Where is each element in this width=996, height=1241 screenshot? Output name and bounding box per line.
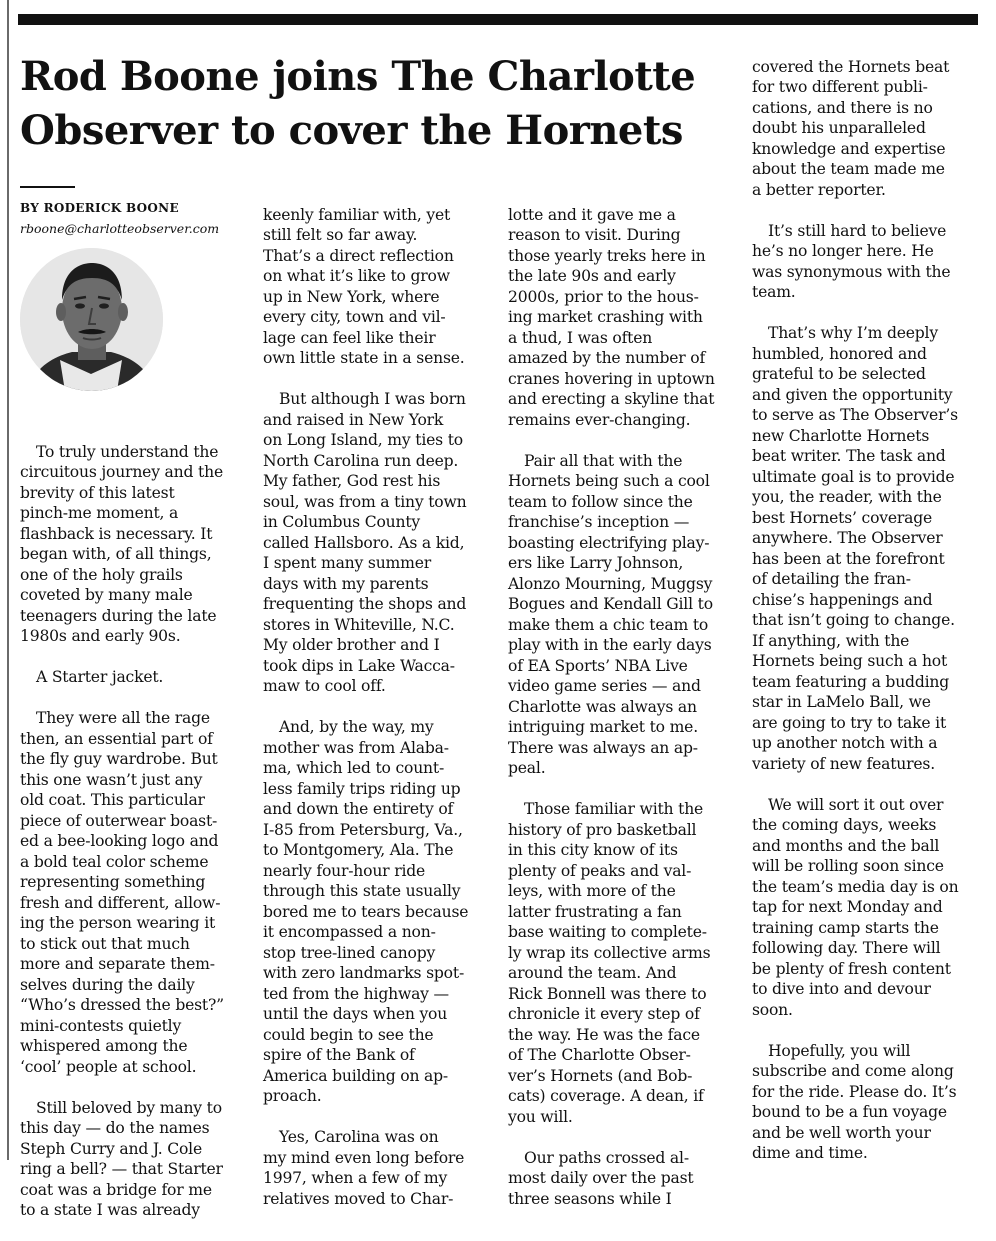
paragraph: lotte and it gave me a reason to visit. During those yearly treks here in the late 90s and early 2000s, prior to the hous- ing market crashing with a thud, I was often amazed by the number of cranes hovering in uptown and erecting a skyline that remains ever-changing. bbox=[508, 205, 715, 429]
paragraph: keenly familiar with, yet still felt so far away. That’s a direct reflection on what it’s like to grow up in New York, where every city, town and vil- lage can feel like their own little state in a sense. bbox=[263, 205, 465, 367]
paragraph: To truly understand the circuitous journey and the brevity of this latest pinch-me moment, a flashback is necessary. It began with, of all things, one of the holy grails coveted by many male teenagers during the late 1980s and early 90s. bbox=[20, 442, 223, 645]
paragraph: It’s still hard to believe he’s no longer here. He was synonymous with the team. bbox=[752, 221, 951, 301]
byline-rule bbox=[20, 186, 75, 188]
paragraph: That’s why I’m deeply humbled, honored and grateful to be selected and given the opportunity to serve as The Observer’s new Charlotte Hornets beat writer. The task and ultimate goal is to provide you, the reader, with the best Hornets’ coverage anywhere. The Observer has been at the forefront of detailing the fran- chise’s happenings and that isn’t going to change. If anything, with the Hornets being such a hot team featuring a budding star in LaMelo Ball, we are going to try to take it up another notch with a variety of new features. bbox=[752, 324, 958, 773]
author-email: rboone@charlotteobserver.com bbox=[20, 221, 220, 236]
top-bar bbox=[18, 14, 978, 25]
paragraph: Our paths crossed al- most daily over the past three seasons while I bbox=[508, 1148, 694, 1208]
paragraph: Still beloved by many to this day — do the names Steph Curry and J. Cole ring a bell? — that Starter coat was a bridge for me to a state I was already bbox=[20, 1098, 223, 1219]
paragraph: But although I was born and raised in New York on Long Island, my ties to North Carolina run deep. My father, God rest his soul, was from a tiny town in Columbus County called Hallsboro. As a kid, I spent many summer days with my parents frequenting the shops and stores in Whiteville, N.C. My older brother and I took dips in Lake Wacca- maw to cool off. bbox=[263, 390, 467, 695]
author-portrait-image bbox=[20, 248, 163, 391]
article-column-2 bbox=[263, 184, 498, 1230]
paragraph: And, by the way, my mother was from Alaba- ma, which led to count- less family trips riding up and down the entirety of I-85 from Petersburg, Va., to Montgomery, Ala. The nearly four-hour ride through this state usually bored me to tears because it encompassed a non- stop tree-lined canopy with zero landmarks spot- ted from the highway — until the days when you could begin to see the spire of the Bank of America building on ap- proach. bbox=[263, 718, 469, 1105]
paragraph: They were all the rage then, an essential part of the fly guy wardrobe. But this one wasn’t just any old coat. This particular piece of outerwear boast- ed a bee-looking logo and a bold teal color scheme representing something fresh and different, allow- ing the person wearing it to stick out that much more and separate them- selves during the daily “Who’s dressed the best?” mini-contests quietly whispered among the ‘cool’ people at school. bbox=[20, 709, 224, 1076]
paragraph: Yes, Carolina was on my mind even long before 1997, when a few of my relatives moved to Char- bbox=[263, 1128, 465, 1208]
paragraph: covered the Hornets beat for two different publi- cations, and there is no doubt his unparalleled knowledge and expertise about the team made me a better reporter. bbox=[752, 57, 950, 199]
author-photo bbox=[20, 248, 163, 391]
headline: Rod Boone joins The Charlotte Observer to cover the Hornets bbox=[20, 53, 696, 154]
article-column-3 bbox=[508, 184, 738, 1230]
paragraph: Hopefully, you will subscribe and come along for the ride. Please do. It’s bound to be a fun voyage and be well worth your dime and time. bbox=[752, 1041, 957, 1162]
byline: BY RODERICK BOONE bbox=[20, 201, 179, 215]
paragraph: We will sort it out over the coming days, weeks and months and the ball will be rolling soon since the team’s media day is on tap for next Monday and training camp starts the following day. There will be plenty of fresh content to dive into and devour soon. bbox=[752, 795, 959, 1019]
paragraph: Those familiar with the history of pro basketball in this city know of its plenty of peaks and val- leys, with more of the latter frustrating a fan base waiting to complete- ly wrap its collective arms around the team. And Rick Bonnell was there to chronicle it every step of the way. He was the face of The Charlotte Obser- ver’s Hornets (and Bob- cats) coverage. A dean, if you will. bbox=[508, 800, 711, 1126]
paragraph: Pair all that with the Hornets being such a cool team to follow since the franchise’s inception — boasting electrifying play- ers like Larry Johnson, Alonzo Mourning, Muggsy Bogues and Kendall Gill to make them a chic team to play with in the early days of EA Sports’ NBA Live video game series — and Charlotte was always an intriguing market to me. There was always an ap- peal. bbox=[508, 451, 713, 777]
article-column-1 bbox=[20, 421, 245, 1241]
paragraph: A Starter jacket. bbox=[36, 668, 164, 686]
column-rule bbox=[7, 0, 9, 1160]
article-column-4 bbox=[752, 36, 978, 1184]
